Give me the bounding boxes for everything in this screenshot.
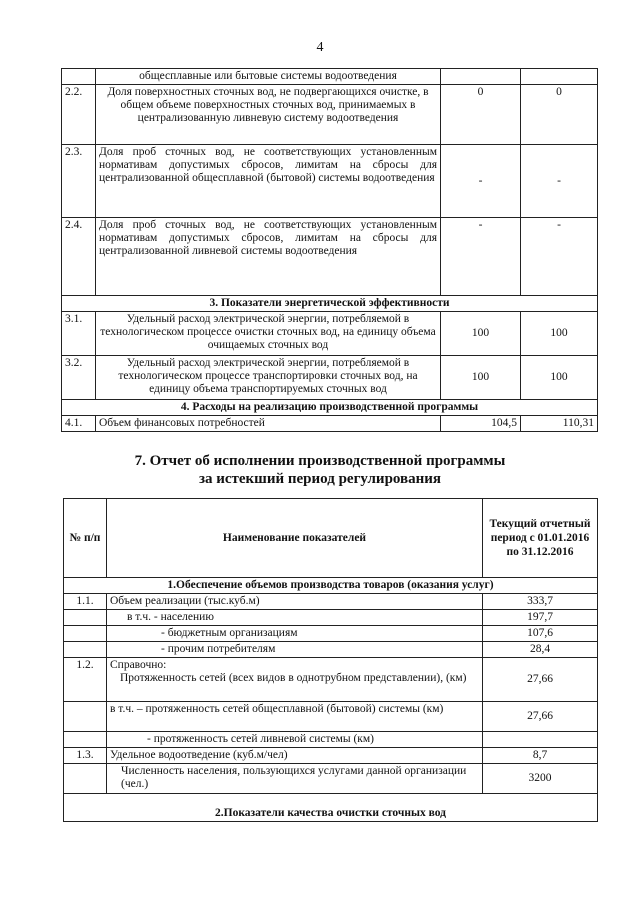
row-number: 2.2. [62,85,96,145]
report-heading [0,452,640,488]
row-text: Объем финансовых потребностей [96,416,441,432]
table-row [64,702,598,732]
row-number: 4.1. [62,416,96,432]
row-text: Удельный расход электрической энергии, потребляемой в технологическом процессе очистки сточных вод, на единицу объема очищаемых сточных вод [96,312,441,356]
table-row [64,610,598,626]
row-text [107,658,483,702]
table-row [64,626,598,642]
table-row [62,312,598,356]
table-row [62,218,598,296]
row-number: 1.2. [64,658,107,702]
section-4-title: 4. Расходы на реализацию производственной программы [62,400,598,416]
indicators-table-continued [61,68,598,432]
row-number [64,610,107,626]
value-cell: - [521,218,598,296]
row-text: Удельный расход электрической энергии, потребляемой в технологическом процессе транспортировки сточных вод, на единицу объема транспортируемых сточных вод [96,356,441,400]
row-text-detail: Протяженность сетей (всех видов в однотрубном представлении), (км) [120,672,467,684]
value-cell: 110,31 [521,416,598,432]
row-text: - протяженность сетей ливневой системы (км) [107,732,483,748]
table-row [62,69,598,85]
value-cell: 104,5 [441,416,521,432]
table-row [64,764,598,794]
report-table [63,498,598,822]
row-text: Доля проб сточных вод, не соответствующих установленным нормативам допустимых сбросов, лимитам на сбросы для централизованной ливневой системы водоотведения [96,218,441,296]
value-cell: - [521,145,598,218]
column-header-name: Наименование показателей [107,499,483,578]
table-row [62,85,598,145]
table-row [64,642,598,658]
row-text: Объем реализации (тыс.куб.м) [107,594,483,610]
row-number [64,732,107,748]
value-cell [483,732,598,748]
table-row [64,748,598,764]
row-text: Численность населения, пользующихся услугами данной организации (чел.) [107,764,483,794]
table-row [62,416,598,432]
report-heading-line2: за истекший период регулирования [198,471,442,487]
table-row [62,145,598,218]
value-cell: 107,6 [483,626,598,642]
section-header-row [64,794,598,822]
page-number: 4 [316,40,324,55]
value-cell: 100 [441,356,521,400]
value-cell: 0 [521,85,598,145]
value-cell [521,69,598,85]
section-header-row [64,578,598,594]
value-cell: - [441,218,521,296]
row-text: - бюджетным организациям [107,626,483,642]
row-text: - прочим потребителям [107,642,483,658]
row-number [64,702,107,732]
value-cell: 27,66 [483,658,598,702]
table-row [64,658,598,702]
column-header-period: Текущий отчетный период с 01.01.2016 по 31.12.2016 [483,499,598,578]
value-cell: - [441,145,521,218]
row-number: 2.4. [62,218,96,296]
value-cell: 3200 [483,764,598,794]
value-cell: 100 [521,356,598,400]
row-number [64,642,107,658]
value-cell [441,69,521,85]
section-header-row [62,296,598,312]
table-row [64,594,598,610]
row-text-label: Справочно: [110,659,167,671]
row-number [64,626,107,642]
row-number: 1.1. [64,594,107,610]
value-cell: 100 [521,312,598,356]
column-header-number: № п/п [64,499,107,578]
row-number: 1.3. [64,748,107,764]
section-header-row [62,400,598,416]
row-text: в т.ч. – протяженность сетей общесплавной (бытовой) системы (км) [107,702,483,732]
row-number: 3.1. [62,312,96,356]
table-row [64,732,598,748]
row-text: Удельное водоотведение (куб.м/чел) [107,748,483,764]
row-text: Доля поверхностных сточных вод, не подвергающихся очистке, в общем объеме поверхностных сточных вод, принимаемых в централизованную ливневую систему водоотведения [96,85,441,145]
value-cell: 197,7 [483,610,598,626]
row-number [64,764,107,794]
value-cell: 100 [441,312,521,356]
row-number: 3.2. [62,356,96,400]
table-row [62,356,598,400]
row-text: Доля проб сточных вод, не соответствующих установленным нормативам допустимых сбросов, лимитам на сбросы для централизованной общесплавной (бытовой) системы водоотведения [96,145,441,218]
row-number [62,69,96,85]
value-cell: 28,4 [483,642,598,658]
value-cell: 0 [441,85,521,145]
section-3-title: 3. Показатели энергетической эффективности [62,296,598,312]
value-cell: 333,7 [483,594,598,610]
row-text: общесплавные или бытовые системы водоотведения [96,69,441,85]
report-heading-line1: 7. Отчет об исполнении производственной программы [134,453,506,469]
header-row [64,499,598,578]
section-2-title: 2.Показатели качества очистки сточных вод [64,794,598,822]
section-1-title: 1.Обеспечение объемов производства товаров (оказания услуг) [64,578,598,594]
value-cell: 8,7 [483,748,598,764]
row-number: 2.3. [62,145,96,218]
value-cell: 27,66 [483,702,598,732]
row-text: в т.ч. - населению [107,610,483,626]
